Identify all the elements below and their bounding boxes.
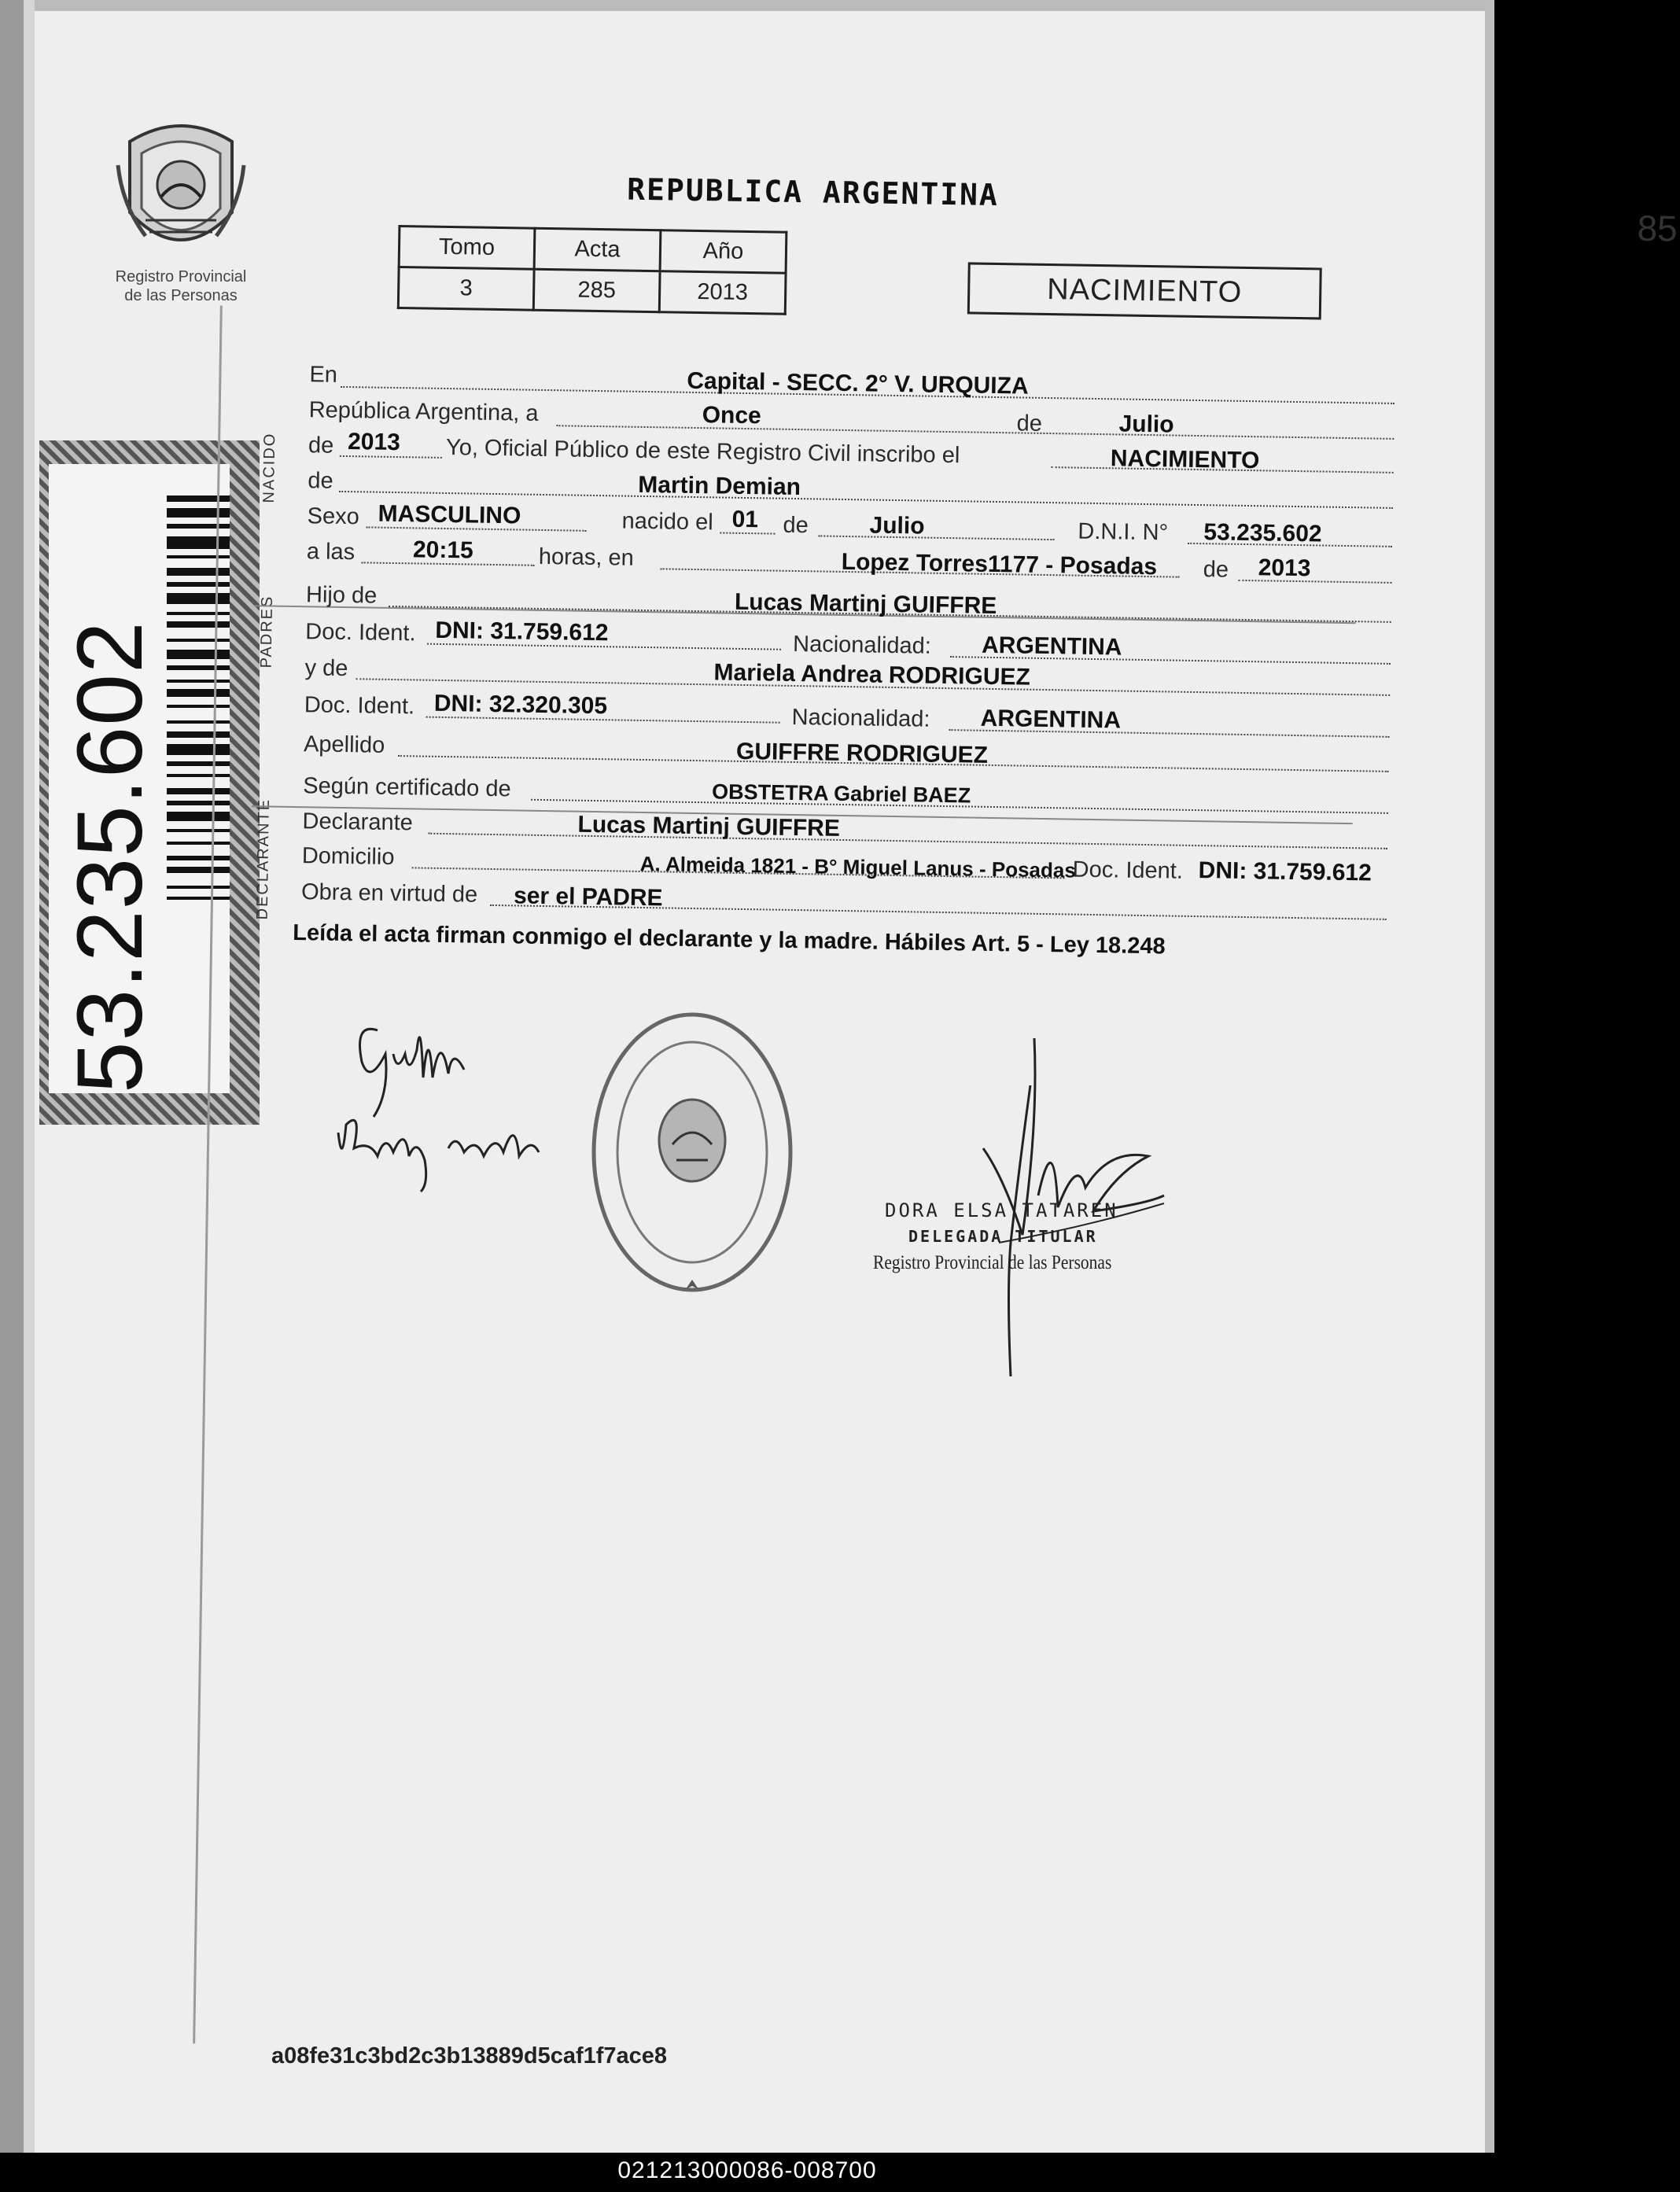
- footer-code: 021213000086-008700: [617, 2157, 877, 2183]
- label-doc-ident-2: Doc. Ident.: [304, 692, 415, 720]
- value-domicilio: A. Almeida 1821 - B° Miguel Lanus - Posadas: [639, 851, 1077, 882]
- value-mes: Julio: [1118, 411, 1174, 438]
- signature-guiffre-icon: [360, 1029, 465, 1117]
- page-left-edge: [0, 0, 24, 2153]
- label-hijo-de: Hijo de: [305, 582, 378, 609]
- label-domicilio: Domicilio: [301, 843, 395, 871]
- value-anio: 2013: [347, 429, 401, 456]
- signature-rodriguez-icon: [338, 1120, 539, 1192]
- label-doc-ident-3: Doc. Ident.: [1072, 857, 1184, 884]
- barcode-inner: [49, 464, 230, 1093]
- label-nacionalidad-1: Nacionalidad:: [792, 631, 932, 659]
- page-top-edge: [0, 0, 1494, 11]
- label-dni: D.N.I. N°: [1078, 518, 1169, 546]
- barcode-number: 53.235.602: [58, 621, 162, 1093]
- barcode-bars-icon: [167, 496, 230, 1062]
- value-tomo: 3: [398, 267, 534, 311]
- value-tipo: NACIMIENTO: [1110, 445, 1260, 474]
- official-org: Registro Provincial de las Personas: [873, 1252, 1112, 1273]
- value-sexo: MASCULINO: [378, 500, 521, 529]
- value-obra: ser el PADRE: [513, 882, 663, 912]
- value-dni: 53.235.602: [1203, 519, 1322, 547]
- value-padre-doc: DNI: 31.759.612: [435, 617, 609, 647]
- value-padre-nac: ARGENTINA: [981, 632, 1122, 661]
- page-right-edge: [1485, 0, 1494, 2153]
- label-en: En: [309, 362, 338, 388]
- header-acta: Acta: [534, 228, 661, 271]
- header-tomo: Tomo: [399, 227, 535, 270]
- value-madre-doc: DNI: 32.320.305: [433, 690, 608, 720]
- record-type-box: NACIMIENTO: [967, 262, 1322, 319]
- issuer-name-line2: de las Personas: [124, 287, 238, 304]
- label-republica: República Argentina, a: [308, 397, 539, 426]
- value-declarante: Lucas Martinj GUIFFRE: [577, 811, 841, 842]
- dotted-line: [340, 455, 442, 459]
- label-obra: Obra en virtud de: [300, 879, 478, 908]
- record-table: [397, 225, 788, 315]
- issuer-name-line1: Registro Provincial: [115, 268, 247, 286]
- page-binding-strip: [24, 0, 35, 2153]
- document-title: REPUBLICA ARGENTINA: [626, 171, 1000, 212]
- official-stamp-icon: [582, 1003, 802, 1302]
- side-label-declarante: DECLARANTE: [253, 798, 273, 920]
- value-madre-nac: ARGENTINA: [980, 705, 1122, 734]
- dotted-line: [428, 833, 1387, 849]
- value-padre: Lucas Martinj GUIFFRE: [734, 588, 997, 620]
- label-de-nombre: de: [308, 468, 333, 494]
- value-hora: 20:15: [412, 536, 473, 564]
- label-de-anio: de: [1203, 557, 1229, 583]
- official-name: DORA ELSA TATAREN: [885, 1199, 1118, 1221]
- label-nacido-el: nacido el: [621, 508, 713, 536]
- footer-bar: [0, 2153, 1494, 2192]
- label-de-dia: de: [783, 512, 809, 539]
- value-lugar-nac: Lopez Torres1177 - Posadas: [841, 548, 1158, 580]
- label-a-las: a las: [306, 539, 356, 565]
- value-anio-nac: 2013: [1258, 554, 1311, 582]
- value-nombre: Martin Demian: [638, 471, 801, 501]
- document-hash: a08fe31c3bd2c3b13889d5caf1f7ace8: [271, 2043, 668, 2069]
- value-lugar: Capital - SECC. 2° V. URQUIZA: [687, 367, 1029, 400]
- value-dia-nac: 01: [731, 506, 759, 533]
- label-declarante: Declarante: [302, 809, 414, 836]
- value-apellido: GUIFFRE RODRIGUEZ: [735, 738, 989, 768]
- closing-statement: Leída el acta firman conmigo el declarante y la madre. Hábiles Art. 5 - Ley 18.248: [293, 920, 1166, 960]
- value-dia-letras: Once: [702, 402, 761, 429]
- header-anio: Año: [660, 230, 787, 274]
- issuer-name: [94, 267, 267, 305]
- side-label-nacido: NACIDO: [260, 432, 279, 503]
- label-doc-ident-1: Doc. Ident.: [305, 619, 416, 647]
- page-number: 85: [1637, 207, 1678, 249]
- label-apellido: Apellido: [303, 731, 385, 758]
- dotted-line: [818, 535, 1054, 540]
- value-acta: 285: [533, 269, 660, 312]
- value-madre: Mariela Andrea RODRIGUEZ: [713, 659, 1031, 691]
- label-de-mes: de: [1016, 411, 1043, 437]
- label-nacionalidad-2: Nacionalidad:: [791, 704, 930, 732]
- value-declarante-doc: DNI: 31.759.612: [1198, 857, 1372, 886]
- barcode-label: [39, 440, 260, 1125]
- label-oficial: Yo, Oficial Público de este Registro Civil inscribo el: [445, 435, 960, 469]
- value-mes-nac: Julio: [869, 512, 925, 540]
- label-segun: Según certificado de: [302, 773, 511, 802]
- misiones-seal-icon: [114, 118, 248, 267]
- value-certificado: OBSTETRA Gabriel BAEZ: [711, 779, 971, 808]
- value-anio: 2013: [659, 271, 786, 315]
- label-y-de: y de: [304, 655, 348, 682]
- side-label-padres: PADRES: [257, 595, 277, 669]
- dotted-line: [556, 425, 1394, 440]
- label-de-year: de: [308, 433, 334, 459]
- official-role: DELEGADA TITULAR: [908, 1227, 1098, 1246]
- label-horas-en: horas, en: [538, 543, 635, 571]
- label-sexo: Sexo: [307, 503, 359, 530]
